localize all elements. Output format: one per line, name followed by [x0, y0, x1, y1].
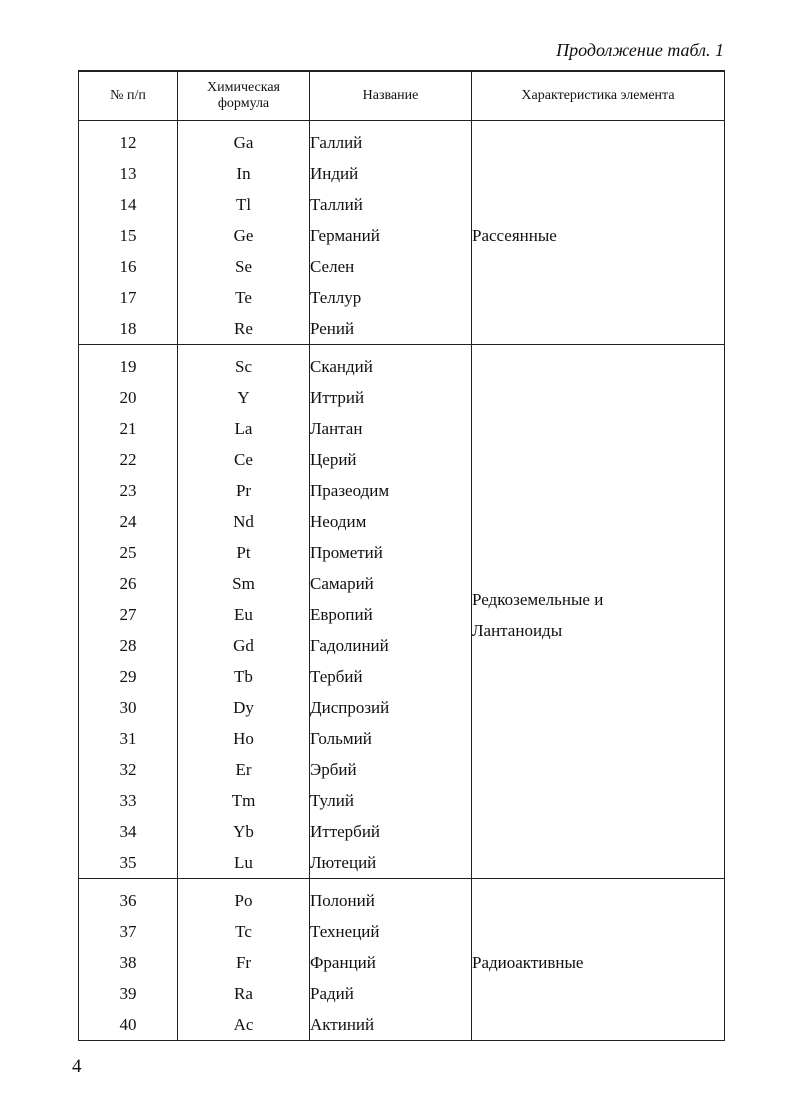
element-name: Диспрозий — [310, 692, 472, 723]
element-formula: Ho — [178, 723, 310, 754]
element-name: Европий — [310, 599, 472, 630]
element-name: Рений — [310, 313, 472, 345]
element-name: Актиний — [310, 1009, 472, 1041]
element-number: 15 — [79, 220, 178, 251]
element-formula: Se — [178, 251, 310, 282]
element-number: 28 — [79, 630, 178, 661]
element-number: 32 — [79, 754, 178, 785]
element-name: Технеций — [310, 916, 472, 947]
element-name: Самарий — [310, 568, 472, 599]
element-formula: Fr — [178, 947, 310, 978]
element-name: Индий — [310, 158, 472, 189]
element-number: 33 — [79, 785, 178, 816]
group-characteristic — [472, 121, 725, 345]
element-number: 21 — [79, 413, 178, 444]
element-formula: Gd — [178, 630, 310, 661]
element-number: 18 — [79, 313, 178, 345]
element-number: 34 — [79, 816, 178, 847]
element-formula: Ge — [178, 220, 310, 251]
element-name: Неодим — [310, 506, 472, 537]
element-number: 16 — [79, 251, 178, 282]
element-formula: Eu — [178, 599, 310, 630]
element-name: Радий — [310, 978, 472, 1009]
element-number: 27 — [79, 599, 178, 630]
element-formula: Ga — [178, 121, 310, 159]
header-formula-line2: формула — [217, 96, 270, 111]
element-formula: Te — [178, 282, 310, 313]
table-caption: Продолжение табл. 1 — [556, 40, 724, 60]
element-number: 13 — [79, 158, 178, 189]
element-name: Галлий — [310, 121, 472, 159]
element-number: 35 — [79, 847, 178, 879]
element-formula: Ac — [178, 1009, 310, 1041]
characteristic-line: Радиоактивные — [472, 953, 584, 972]
table-row — [79, 879, 725, 917]
element-number: 20 — [79, 382, 178, 413]
group-characteristic — [472, 345, 725, 879]
element-number: 24 — [79, 506, 178, 537]
element-name: Иттрий — [310, 382, 472, 413]
element-formula: Tm — [178, 785, 310, 816]
table-group — [79, 345, 725, 879]
header-formula-line1: Химическая — [206, 80, 280, 95]
element-number: 25 — [79, 537, 178, 568]
element-number: 31 — [79, 723, 178, 754]
element-formula: Ce — [178, 444, 310, 475]
element-formula: Re — [178, 313, 310, 345]
element-name: Церий — [310, 444, 472, 475]
element-formula: Ra — [178, 978, 310, 1009]
element-formula: In — [178, 158, 310, 189]
element-name: Таллий — [310, 189, 472, 220]
element-number: 14 — [79, 189, 178, 220]
element-number: 22 — [79, 444, 178, 475]
element-number: 40 — [79, 1009, 178, 1041]
element-number: 29 — [79, 661, 178, 692]
header-characteristic: Характеристика элемента — [472, 71, 725, 121]
element-name: Прометий — [310, 537, 472, 568]
header-num: № п/п — [79, 71, 178, 121]
element-number: 17 — [79, 282, 178, 313]
element-name: Франций — [310, 947, 472, 978]
element-formula: Sm — [178, 568, 310, 599]
element-number: 39 — [79, 978, 178, 1009]
element-name: Празеодим — [310, 475, 472, 506]
characteristic-line: Редкоземельные и — [472, 589, 604, 609]
characteristic-line: Лантаноиды — [472, 620, 563, 640]
table-header — [79, 71, 725, 121]
element-name: Тулий — [310, 785, 472, 816]
header-name: Название — [310, 71, 472, 121]
element-formula: Lu — [178, 847, 310, 879]
element-name: Иттербий — [310, 816, 472, 847]
element-name: Тербий — [310, 661, 472, 692]
element-formula: Sc — [178, 345, 310, 383]
element-name: Гольмий — [310, 723, 472, 754]
element-formula: Tl — [178, 189, 310, 220]
characteristic-line: Рассеянные — [472, 226, 557, 245]
element-number: 23 — [79, 475, 178, 506]
element-number: 12 — [79, 121, 178, 159]
element-formula: Pr — [178, 475, 310, 506]
table-row — [79, 345, 725, 383]
element-name: Полоний — [310, 879, 472, 917]
group-characteristic — [472, 879, 725, 1041]
table-group — [79, 879, 725, 1041]
table-row — [79, 121, 725, 159]
element-formula: Dy — [178, 692, 310, 723]
element-name: Эрбий — [310, 754, 472, 785]
element-name: Лютеций — [310, 847, 472, 879]
header-formula — [178, 71, 310, 121]
element-formula: Yb — [178, 816, 310, 847]
element-formula: Tc — [178, 916, 310, 947]
element-name: Германий — [310, 220, 472, 251]
element-formula: Y — [178, 382, 310, 413]
element-formula: Po — [178, 879, 310, 917]
element-formula: La — [178, 413, 310, 444]
element-formula: Er — [178, 754, 310, 785]
element-number: 30 — [79, 692, 178, 723]
element-number: 36 — [79, 879, 178, 917]
page-number: 4 — [72, 1056, 82, 1077]
elements-table — [78, 70, 725, 1041]
element-number: 38 — [79, 947, 178, 978]
element-name: Лантан — [310, 413, 472, 444]
element-formula: Nd — [178, 506, 310, 537]
element-number: 19 — [79, 345, 178, 383]
element-name: Гадолиний — [310, 630, 472, 661]
element-formula: Pt — [178, 537, 310, 568]
element-name: Селен — [310, 251, 472, 282]
element-name: Теллур — [310, 282, 472, 313]
element-number: 26 — [79, 568, 178, 599]
element-number: 37 — [79, 916, 178, 947]
table-group — [79, 121, 725, 345]
element-name: Скандий — [310, 345, 472, 383]
element-formula: Tb — [178, 661, 310, 692]
